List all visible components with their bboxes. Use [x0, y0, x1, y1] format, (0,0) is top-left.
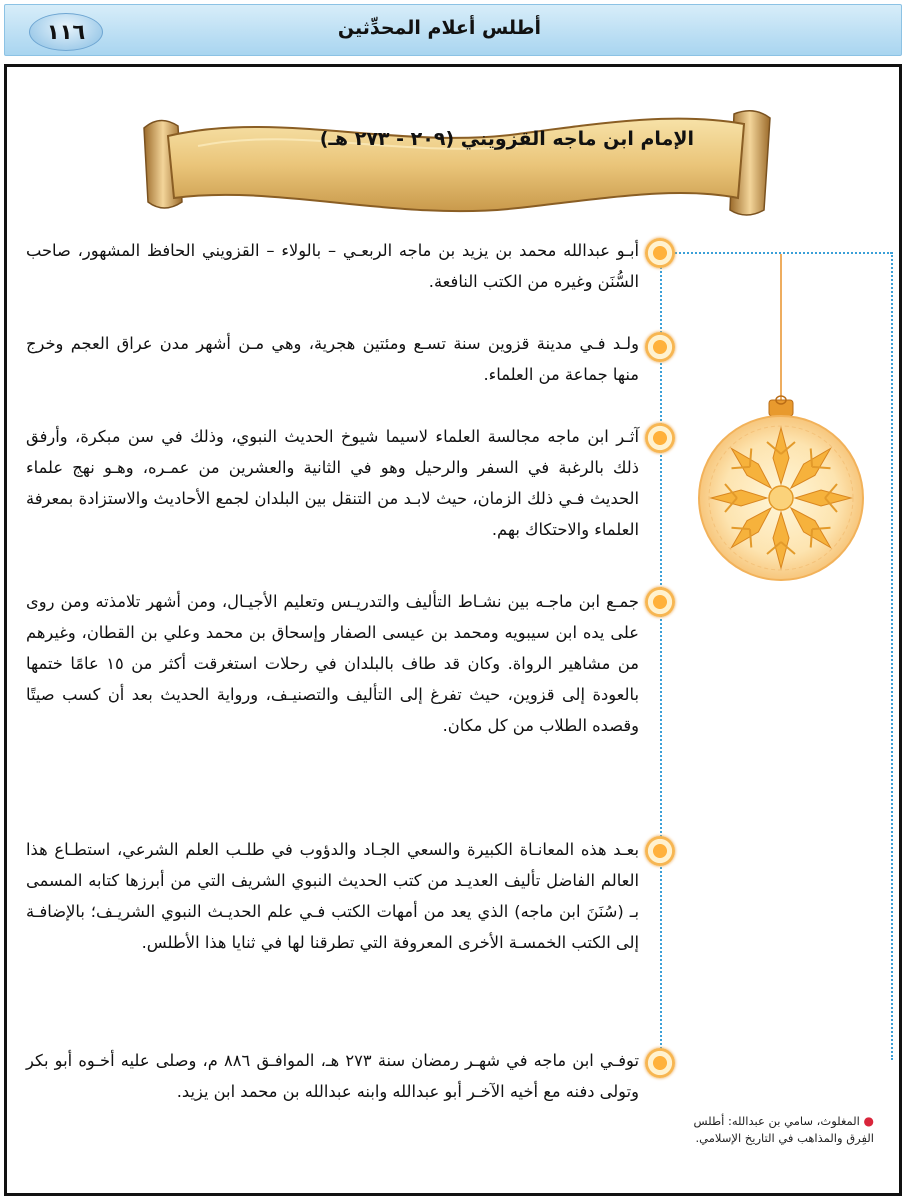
- article-title: الإمام ابن ماجه القزويني (٢٠٩ - ٢٧٣ هـ): [319, 128, 694, 150]
- paragraph-birth: ولـد فـي مدينة قزوين سنة تسـع ومئتين هجرية، وهي مـن أشهر مدن عراق العجم وخرج منها جماعة من العلماء.: [26, 334, 639, 384]
- timeline-bullet-icon: [645, 238, 675, 268]
- paragraph-intro: أبـو عبدالله محمد بن يزيد بن ماجه الربعـي – بالولاء – القزويني الحافظ المشهور، صاحب السُّنَن وغيره من الكتب النافعة.: [26, 241, 639, 291]
- timeline-bullet-icon: [645, 1048, 675, 1078]
- timeline-bullet-icon: [645, 836, 675, 866]
- scroll-banner-icon: [138, 106, 778, 222]
- footnote-bullet-icon: ●: [863, 1114, 874, 1128]
- timeline-bullet-icon: [645, 423, 675, 453]
- hanging-ornament-icon: [697, 254, 869, 584]
- book-title: أطلس أعلام المحدِّثين: [337, 17, 541, 39]
- paragraph-death: توفـي ابن ماجه في شهـر رمضان سنة ٢٧٣ هـ، الموافـق ٨٨٦ م، وصلى عليه أخـوه أبو بكر وتولى دفنه مع أخيه الآخـر أبو عبدالله وابنه عبدالله بن محمد ابن يزيد.: [26, 1051, 639, 1101]
- timeline-bullet-icon: [645, 332, 675, 362]
- footnote-text: المغلوث، سامي بن عبدالله: أطلس الفِرق والمذاهب في التاريخ الإسلامي.: [693, 1114, 874, 1145]
- ornament-guide-vertical: [891, 252, 893, 1060]
- paragraph-travels: آثـر ابن ماجه مجالسة العلماء لاسيما شيوخ الحديث النبوي، وذلك في سن مبكرة، وأرفق ذلك بالرغبة في السفر والرحيل وهو في الثانية والعشرين من عمـره، وهـو نهج علماء الحديث فـي ذلك الزمان، حيث لابـد من التنقل بين البلدان لجمع الأحاديث والاستزادة بمعرفة العلماء والاحتكاك بهم.: [26, 427, 639, 539]
- paragraph-students: جمـع ابن ماجـه بين نشـاط التأليف والتدريـس وتعليم الأجيـال، ومن أشهر تلامذته ومن روى على يده ابن سيبويه ومحمد بن عيسى الصفار وإسحاق بن محمد وعلي بن القطان، وغيرهم من مشاهير الرواة. وكان قد طاف بالبلدان في رحلات استغرقت أكثر من ١٥ عامًا ختمها بالعودة إلى قزوين، حيث تفرغ إلى التأليف والتصنيـف، ورواية الحديث بعد أن كسب صيتًا وقصده الطلاب من كل مكان.: [26, 592, 639, 735]
- page-header: [4, 4, 902, 56]
- paragraph-works: بعـد هذه المعانـاة الكبيرة والسعي الجـاد والدؤوب في طلـب العلم الشرعي، استطـاع هذا العالم الفاضل تأليف العديـد من كتب الحديث النبوي الشريف التي من أبرزها كتابه المسمى بـ (سُنَنَ ابن ماجه) الذي يعد من أمهات الكتب فـي علم الحديـث النبوي الشريـف؛ بالإضافـة إلى الكتب الخمسـة الأخرى المعروفة التي تطرقنا لها في ثنايا هذا الأطلس.: [26, 840, 639, 952]
- timeline-bullet-icon: [645, 587, 675, 617]
- timeline-line: [660, 248, 662, 1060]
- page-number: ١١٦: [29, 13, 103, 51]
- footnote: [688, 1113, 874, 1147]
